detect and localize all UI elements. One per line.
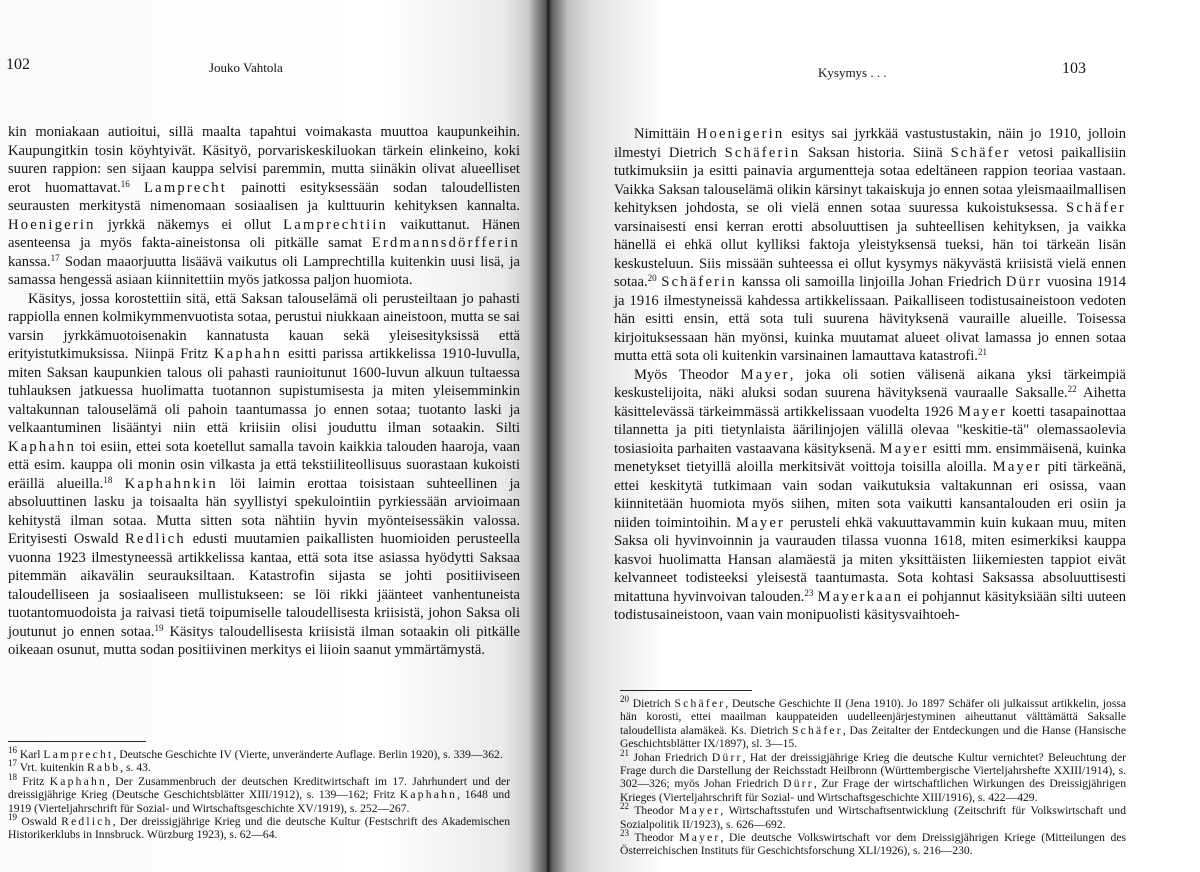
text-run: , Wirtschaftsstufen und Wirtschaftsentwicklung (Zeitschrift für Volkswirtschaft und Sozialpolitik II/1923), s. 626—692. — [620, 804, 1126, 831]
footnote — [620, 694, 1126, 751]
footnote — [8, 745, 510, 761]
note-ref: 23 — [620, 828, 629, 839]
spaced-name: Schäfer — [792, 723, 843, 737]
spaced-name: Dürr — [783, 777, 814, 791]
spaced-name: Mayer — [679, 804, 721, 818]
paragraph — [614, 366, 1126, 625]
text-run: , Hat der dreissigjährige Krieg die deutsche Kultur vernichtet? Beleuchtung der Frage durch die Darstellung der Reichsstadt Heilbronn (Württembergische Vierteljahrshefte XXIII/1914), s. 302—326; myös Johan Friedrich — [620, 750, 1126, 791]
note-ref: 16 — [8, 745, 17, 755]
spaced-name: Dürr — [1005, 274, 1043, 290]
spaced-name: Lamprecht — [144, 179, 228, 196]
footnote — [620, 828, 1126, 858]
spaced-name: Schäfer — [950, 144, 1011, 161]
footnotes — [620, 694, 1126, 858]
text-run: Aihetta käsittelevässä tärkeimmässä artikkelissaan vuodelta 1926 — [614, 385, 1126, 420]
text-run: , s. 43. — [120, 761, 151, 775]
text-run: Käsitys, jossa korostettiin sitä, että Saksan talouselämä oli perusteiltaan jo pahasti rappiolla ennen kolmikymmenvuotista sotaa, perustui niukkaan aineistoon, mutta se sai varsin jyrkkämuotoisenakin kannatusta kauan sekä yleisesityksissä että erityistutkimuksissa. Niinpä Fritz — [8, 290, 520, 362]
text-run: painotti esityksessään sodan taloudellisten seurausten merkitystä nimenomaan sosiaalisen ja kulttuurin kehityksen kannalta. — [8, 179, 521, 214]
text-run: , Zur Frage der wirtschaftlichen Wirkungen des Dreissigjährigen Krieges (Vierteljahrschrift für Sozial- und Wirtschaftsgeschichte XIII/1916), s. 422—429. — [620, 777, 1126, 804]
footnote — [8, 812, 510, 842]
text-run: kanssa oli samoilla linjoilla Johan Friedrich — [736, 274, 1006, 290]
spaced-name: Dürr — [711, 750, 743, 764]
spaced-name: Mayer — [740, 366, 790, 383]
spaced-name: Hoenigerin — [696, 126, 785, 142]
text-run: , 1648 und 1919 (Vierteljahrschrift für Sozial- und Wirtschaftsgeschichte XV/1919), s. 252—267. — [8, 788, 510, 815]
text-run: Dietrich — [629, 697, 675, 710]
spaced-name: Schäfer — [674, 697, 726, 710]
text-run: varsinaisesti ensi kerran erotti absoluuttisen ja suhteellisen kehityksen, ja vaikka hänellä ei ehkä ollut kylliksi faktoja yleistyksensä tueksi, hän toi tärkeän lisän keskusteluun. Siis missään suhteessa ei ollut kysymys näkyvästä kriisistä vielä ennen sotaa. — [614, 218, 1126, 290]
running-head: Jouko Vahtola — [209, 60, 283, 75]
text-run: , Deutsche Geschichte II (Jena 1910). Jo 1897 Schäfer oli julkaissut artikkelin, jossa hän korosti, ettei maailman kauppateiden uudelleenjärjestyminen aiheuttanut välttämättä Saksalle taloudellista alamäkeä. Ks. Dietrich — [620, 697, 1126, 737]
page-number: 103 — [1062, 60, 1086, 77]
text-run — [112, 476, 124, 492]
text-run: kin moniakaan autioitui, sillä maalta tapahtui voimakasta muuttoa kaupunkeihin. Kaupungitkin tosin köyhtyivät. Käsityö, porvariskeskiluokan tärkein elinkeino, koki suuren rappion: sen sijaan kauppa selvisi paremmin, mutta siinäkin olivat alueelliset erot huomattavat. — [8, 124, 520, 196]
text-run: , joka oli sotien välisenä aikana yksi tärkeimpiä keskustelijoita, näki aluksi sodan suurena hävityksenä vauraalle Saksalle. — [614, 366, 1126, 401]
spaced-name: Redlich — [61, 815, 113, 829]
spaced-name: Kaphahn — [213, 346, 283, 362]
spaced-name: Rabb — [86, 761, 121, 775]
text-run: Saksan historia. Siinä — [800, 144, 951, 161]
text-run: esitti mm. ensimmäisenä, kuinka menetykset tietyillä aloilla merkitsivät voittoja toisilla aloilla. — [614, 440, 1126, 475]
text-run: ei pohjannut käsityksiään silti uuteen todistusaineistoon, vaan vain monipuolisti käsitysvaihtoeh- — [614, 588, 1126, 623]
spaced-name: Schäferin — [724, 144, 801, 161]
text-run: , Das Zeitalter der Entdeckungen und die Hanse (Hansische Geschichtsblätter IX/1897), sl. 3—15. — [620, 723, 1126, 751]
note-ref: 20 — [620, 694, 629, 704]
spaced-name: Mayer — [957, 403, 1008, 420]
note-ref: 19 — [8, 812, 17, 823]
text-run: jyrkkä näkemys ei ollut — [95, 216, 284, 233]
paragraph — [8, 290, 520, 660]
text-run: Käsitys taloudellisesta kriisistä ilman sotaakin oli pitkälle oikeaan osunut, mutta sodan positiivinen merkitys ei liioin saanut ymmärtämystä. — [8, 623, 520, 658]
spaced-name: Lamprecht — [43, 748, 114, 761]
note-ref: 23 — [804, 587, 814, 598]
text-run: koetti tasapainottaa tilannetta ja piti tietynlaista äärilinjojen välillä olevaa "keskitie-tä" olemassaolevia tosiasioita parhaiten vastaavana käsityksenä. — [614, 403, 1126, 457]
spaced-name: Kaphahn — [8, 438, 77, 455]
text-run: Vrt. kuitenkin — [17, 761, 87, 775]
text-run: piti tärkeänä, ettei keskitytä tutkimaan vain sodan vaikutuksia valtakunnan eri osissa, vaan kiinnitetään huomiota myös siihen, miten sota vaikutti kansantalouden eri osiin ja niiden toimintoihin. — [614, 459, 1126, 531]
spaced-name: Mayerkaan — [817, 588, 904, 605]
spaced-name: Lamprechtiin — [283, 216, 389, 233]
note-ref: 20 — [647, 273, 657, 283]
footnote-rule — [8, 741, 146, 742]
spaced-name: Kaphahn — [399, 788, 458, 802]
text-run: , Die deutsche Volkswirtschaft vor dem Dreissigjährigen Kriege (Mitteilungen des Österreichischen Instituts für Geschichtsforschung XLI/1926), s. 216—230. — [620, 831, 1126, 858]
text-run: Karl — [17, 748, 44, 761]
note-ref: 17 — [8, 758, 17, 769]
note-ref: 16 — [120, 178, 130, 189]
text-run: löi laimin erottaa toisistaan suhteellinen ja absoluuttinen lasku ja toisaalta hän syyllistyi spekulointiin pyrkiessään arvioimaan kehitystä ilman sotaa. Mutta sitten sota nähtiin hyvin myönteisessäkin valossa. Erityisesti Oswald — [8, 475, 521, 547]
text-run: perusteli ehkä vakuuttavammin kuin kukaan muu, miten Saksa oli hyvinvoinnin ja vaurauden tilassa vuonna 1618, miten esimerkiksi kauppa kasvoi huolimatta Hansan alamäestä ja miten yksittäisten liikemiesten tappiot eivät kelvanneet todisteeksi yleisestä taantumasta. Sota kohtasi Saksassa absoluuttisesti mitattuna hyvinvoivan talouden. — [614, 514, 1126, 605]
text-run: edusti muutamien paikallisten huomioiden perusteella vuonna 1923 ilmestyneessä artikkelissa kantaa, että sota itse asiassa hyödytti Saksaa pitemmän aikavälin seurauksiltaan. Katastrofin sijasta se johti positiiviseen taloudelliseen ja sosiaaliseen mullistukseen: se löi rikki jäänteet vanhentuneista tuotantomuodoista ja raivasi tietä toipumiselle taloudellisesta kriisistä, johon Saksa oli joutunut jo ennen sotaa. — [8, 531, 520, 640]
spaced-name: Kaphahnkin — [124, 475, 218, 492]
spaced-name: Schäfer — [1066, 200, 1126, 216]
body-text — [8, 123, 520, 660]
spaced-name: Mayer — [679, 831, 721, 845]
note-ref: 19 — [154, 622, 164, 633]
note-ref: 18 — [8, 771, 17, 782]
text-run: kanssa. — [8, 253, 51, 270]
spaced-name: Redlich — [125, 531, 186, 547]
note-ref: 18 — [103, 474, 113, 485]
text-run: vaikuttanut. Hänen asenteensa ja myös fakta-aineistonsa oli pitkälle samat — [8, 216, 520, 251]
footnote-rule — [620, 690, 752, 691]
text-run: toi esiin, ettei sota koetellut samalla tavoin kaikkia talouden haaroja, vaan että esim. kauppa oli monin osin vilkasta ja että tekstiiliteollisuus suorastaan kukoisti eräillä alueilla. — [8, 438, 520, 492]
text-run: , Der Zusammenbruch der deutschen Kreditwirtschaft im 17. Jahrhundert und der dreissigjährige Krieg (Deutsche Geschichtsblätter XIII/1912), s. 139—162; Fritz — [8, 774, 511, 802]
spaced-name: Mayer — [736, 514, 786, 531]
page-number: 102 — [6, 56, 30, 73]
spaced-name: Erdmannsdörfferin — [371, 235, 520, 251]
running-head: Kysymys . . . — [818, 65, 887, 80]
footnotes — [8, 745, 511, 842]
right-page — [548, 0, 1200, 872]
spaced-name: Kaphahn — [49, 774, 107, 788]
text-run: esitys sai jyrkkää vastustustakin, näin jo 1910, jolloin ilmestyi Dietrich — [614, 126, 1126, 161]
footnote — [620, 747, 1126, 805]
note-ref: 21 — [977, 347, 987, 357]
footnote — [8, 771, 511, 815]
text-run: Sodan maaorjuutta lisäävä vaikutus oli Lamprechtilla kuitenkin uusi lisä, ja samassa hengessä asiaan kiinnitettiin myös jatkossa paljon huomiota. — [8, 253, 520, 288]
text-run: Nimittäin — [634, 126, 697, 142]
text-run: vuosina 1914 ja 1916 ilmestyneissä kahdessa artikkelissaan. Paikalliseen todistusaineistoon vedoten hän esitti ensin, että sota tuli suurena hävityksenä vauraille alueille. Toisessa kirjoituksessaan hän myönsi, kuinka muutamat alueet olivat lamassa jo ennen sotaa mutta että sota oli kuitenkin varsinainen lamauttava katastrofi. — [614, 274, 1126, 364]
footnote — [620, 801, 1126, 831]
text-run: vetosi paikallisiin tutkimuksiin ja esitti painavia argumentteja sotaa edeltäneen rappion teoriaa vastaan. Vaikka Saksan talouselämä olikin kärsinyt takaiskuja jo ennen sotaa yleismaailmallisen kehityksen johdosta, se oli vielä ennen sotaa suuressa kukoistuksessa. — [614, 144, 1127, 216]
text-run: Myös Theodor — [634, 366, 741, 383]
note-ref: 22 — [1067, 384, 1077, 394]
text-run: Theodor — [629, 831, 680, 845]
paragraph — [614, 125, 1126, 366]
footnote — [8, 758, 510, 775]
note-ref: 17 — [50, 252, 60, 263]
body-text — [614, 125, 1126, 625]
spaced-name: Mayer — [879, 440, 929, 457]
paragraph — [8, 123, 520, 290]
text-run: Johan Friedrich — [629, 750, 712, 764]
spaced-name: Hoenigerin — [8, 216, 96, 233]
spaced-name: Schäferin — [661, 274, 737, 290]
text-run: , Der dreissigjährige Krieg und die deutsche Kultur (Festschrift des Akademischen Historikerklubs in Innsbruck. Würzburg 1923), s. 62—64. — [8, 815, 510, 842]
spaced-name: Mayer — [992, 459, 1042, 475]
note-ref: 22 — [620, 801, 629, 812]
text-run: Theodor — [629, 804, 680, 818]
text-run: , Deutsche Geschichte IV (Vierte, unveränderte Auflage. Berlin 1920), s. 339—362. — [113, 748, 503, 761]
text-run: esitti parissa artikkelissa 1910-luvulla, miten Saksan kaupunkien talous oli pahasti raunioitunut 1600-luvun alkuun tultaessa tuhlauksen jatkuessa huolimatta tuotannon supistumisesta ja miten yleisemminkin valtakunnan talouselämä oli pahoin taantumassa jo ennen sotaa; tuotanto laski ja velkaantuminen lisääntyi niin että kriisiin olisi jouduttu ilman sotaakin. Silti — [8, 346, 520, 436]
text-run — [130, 180, 144, 196]
left-page — [0, 0, 548, 872]
note-ref: 21 — [620, 747, 629, 758]
text-run: Fritz — [17, 774, 50, 788]
text-run: Oswald — [17, 815, 62, 829]
